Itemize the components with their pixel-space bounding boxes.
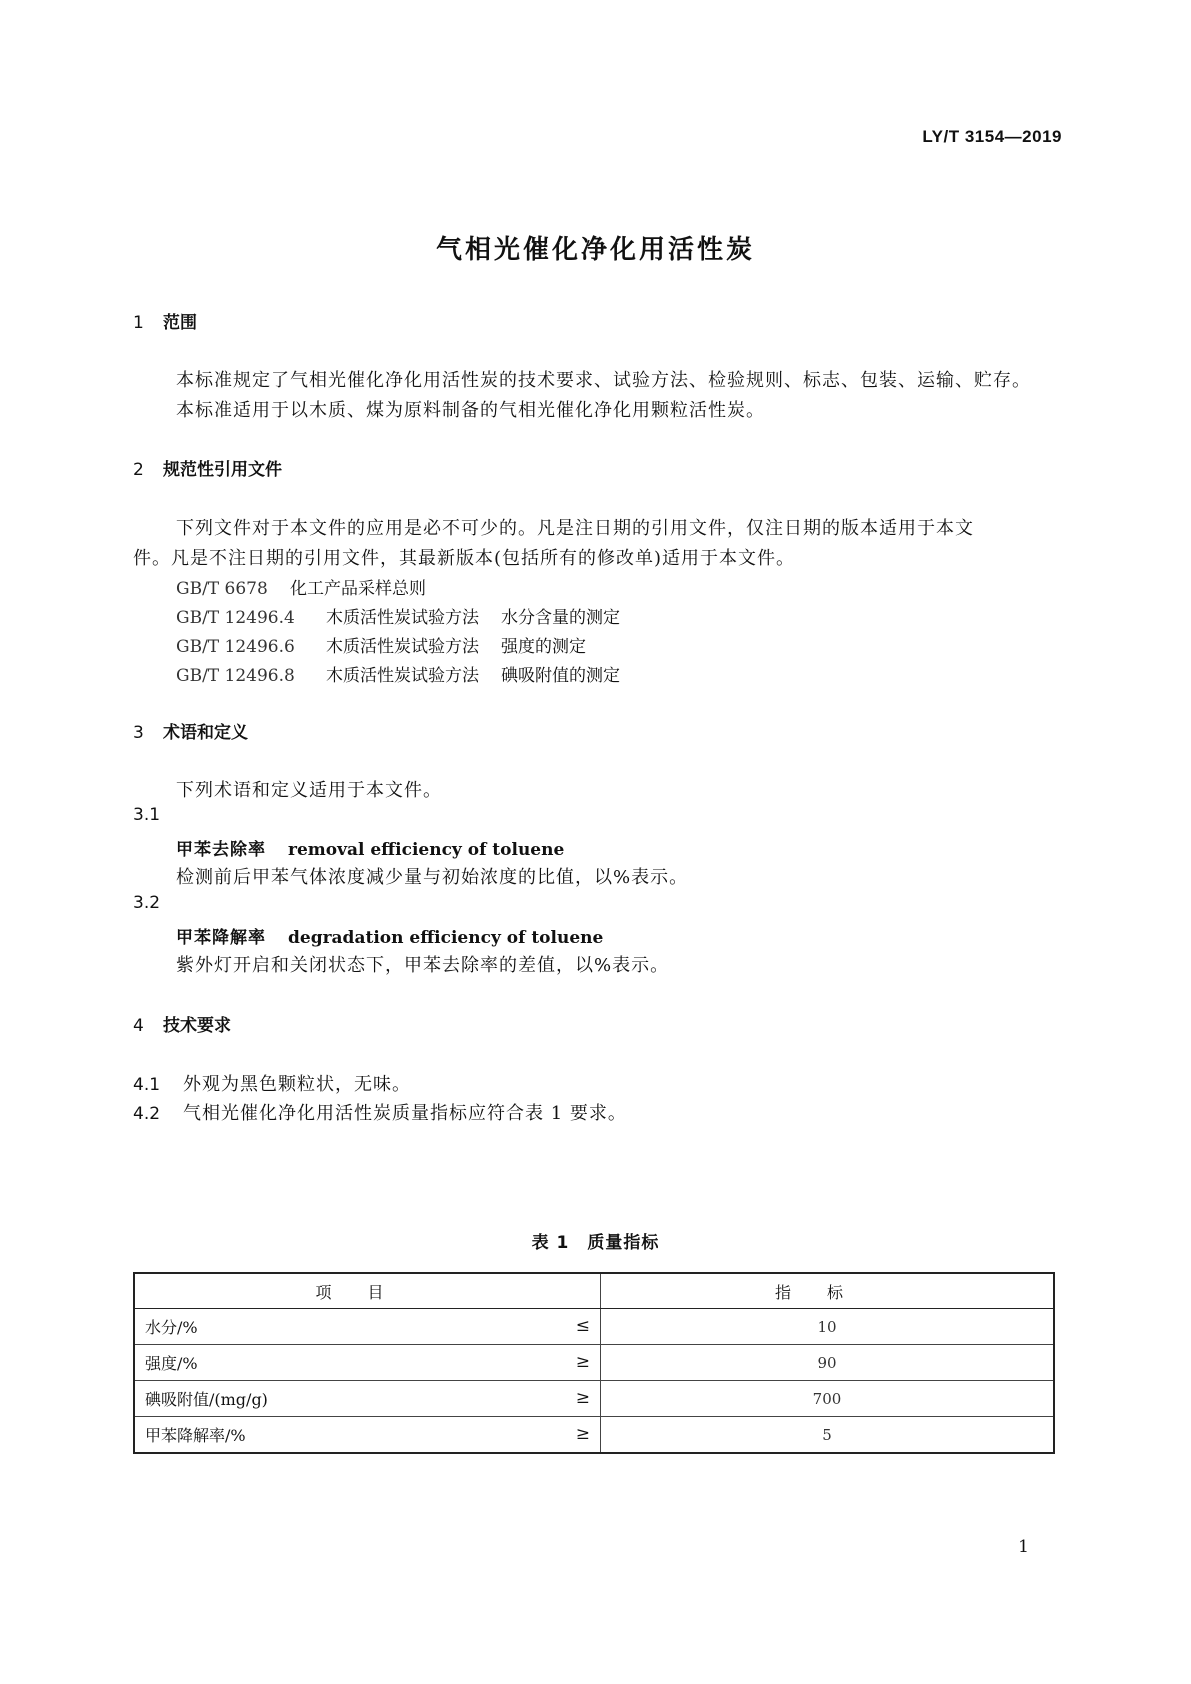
reference-subtitle: 水分含量的测定 [501, 608, 620, 628]
section-title: 范围 [163, 313, 197, 333]
item-name: 甲苯降解率/% [145, 1426, 246, 1445]
section-1-heading [133, 308, 197, 333]
standard-number: LY/T 3154—2019 [922, 127, 1062, 146]
document-title: 气相光催化净化用活性炭 [435, 235, 755, 265]
reference-subtitle: 碘吸附值的测定 [501, 666, 620, 686]
column-header-index: 指标 [601, 1273, 1055, 1309]
section-title: 技术要求 [163, 1016, 231, 1036]
comparison-operator: ≥ [575, 1352, 590, 1372]
term-number: 3.2 [133, 893, 161, 913]
table-row [134, 1345, 1054, 1381]
reference-subtitle: 强度的测定 [501, 637, 586, 657]
clause-4-1 [133, 1070, 411, 1096]
normative-reference [176, 603, 620, 628]
column-header-item: 项目 [134, 1273, 601, 1309]
item-name: 强度/% [145, 1354, 198, 1373]
term-definition: 检测前后甲苯气体浓度减少量与初始浓度的比值，以%表示。 [176, 867, 689, 888]
table-caption: 表 1 质量指标 [531, 1233, 660, 1253]
comparison-operator: ≤ [575, 1316, 590, 1336]
section-3-heading [133, 718, 248, 743]
scope-paragraph-1: 本标准规定了气相光催化净化用活性炭的技术要求、试验方法、检验规则、标志、包装、运输、贮存。 [176, 370, 1031, 391]
term-definition: 紫外灯开启和关闭状态下，甲苯去除率的差值，以%表示。 [176, 955, 670, 976]
refs-intro-line-2: 件。凡是不注日期的引用文件，其最新版本(包括所有的修改单)适用于本文件。 [133, 548, 796, 569]
clause-text: 气相光催化净化用活性炭质量指标应符合表 1 要求。 [183, 1103, 627, 1124]
item-cell [134, 1345, 601, 1381]
clause-text: 外观为黑色颗粒状，无味。 [183, 1074, 411, 1095]
value-cell: 700 [601, 1381, 1055, 1417]
refs-intro-line-1: 下列文件对于本文件的应用是必不可少的。凡是注日期的引用文件，仅注日期的版本适用于本文 [176, 518, 974, 539]
section-number: 1 [133, 313, 144, 333]
table-row [134, 1381, 1054, 1417]
term-number: 3.1 [133, 805, 161, 825]
comparison-operator: ≥ [575, 1388, 590, 1408]
terms-intro: 下列术语和定义适用于本文件。 [176, 780, 442, 801]
normative-reference [176, 574, 426, 599]
section-number: 2 [133, 460, 144, 480]
value-cell: 10 [601, 1309, 1055, 1345]
term-chinese: 甲苯降解率 [176, 928, 266, 948]
reference-title: 木质活性炭试验方法 [326, 637, 479, 657]
quality-index-table [133, 1272, 1055, 1454]
item-name: 碘吸附值/(mg/g) [145, 1390, 268, 1409]
reference-title: 化工产品采样总则 [290, 579, 426, 599]
scope-paragraph-2: 本标准适用于以木质、煤为原料制备的气相光催化净化用颗粒活性炭。 [176, 400, 765, 421]
clause-number: 4.2 [133, 1104, 161, 1124]
section-number: 4 [133, 1016, 144, 1036]
item-cell [134, 1309, 601, 1345]
section-number: 3 [133, 723, 144, 743]
table-header-row [134, 1273, 1054, 1309]
clause-4-2 [133, 1099, 627, 1125]
section-2-heading [133, 455, 282, 480]
reference-title: 木质活性炭试验方法 [326, 666, 479, 686]
item-cell [134, 1381, 601, 1417]
reference-code: GB/T 12496.8 [176, 666, 295, 686]
item-name: 水分/% [145, 1318, 198, 1337]
term-english: removal efficiency of toluene [288, 840, 565, 860]
term-chinese: 甲苯去除率 [176, 840, 266, 860]
table-row [134, 1417, 1054, 1454]
clause-number: 4.1 [133, 1075, 161, 1095]
term-heading [176, 923, 603, 948]
section-title: 规范性引用文件 [163, 460, 282, 480]
normative-reference [176, 632, 586, 657]
reference-code: GB/T 12496.6 [176, 637, 295, 657]
normative-reference [176, 661, 620, 686]
section-title: 术语和定义 [163, 723, 248, 743]
reference-code: GB/T 6678 [176, 579, 268, 599]
item-cell [134, 1417, 601, 1454]
value-cell: 5 [601, 1417, 1055, 1454]
page-number: 1 [1018, 1537, 1029, 1557]
value-cell: 90 [601, 1345, 1055, 1381]
term-english: degradation efficiency of toluene [288, 928, 604, 948]
comparison-operator: ≥ [575, 1424, 590, 1444]
term-heading [176, 835, 564, 860]
reference-title: 木质活性炭试验方法 [326, 608, 479, 628]
table-row [134, 1309, 1054, 1345]
section-4-heading [133, 1011, 231, 1036]
reference-code: GB/T 12496.4 [176, 608, 295, 628]
